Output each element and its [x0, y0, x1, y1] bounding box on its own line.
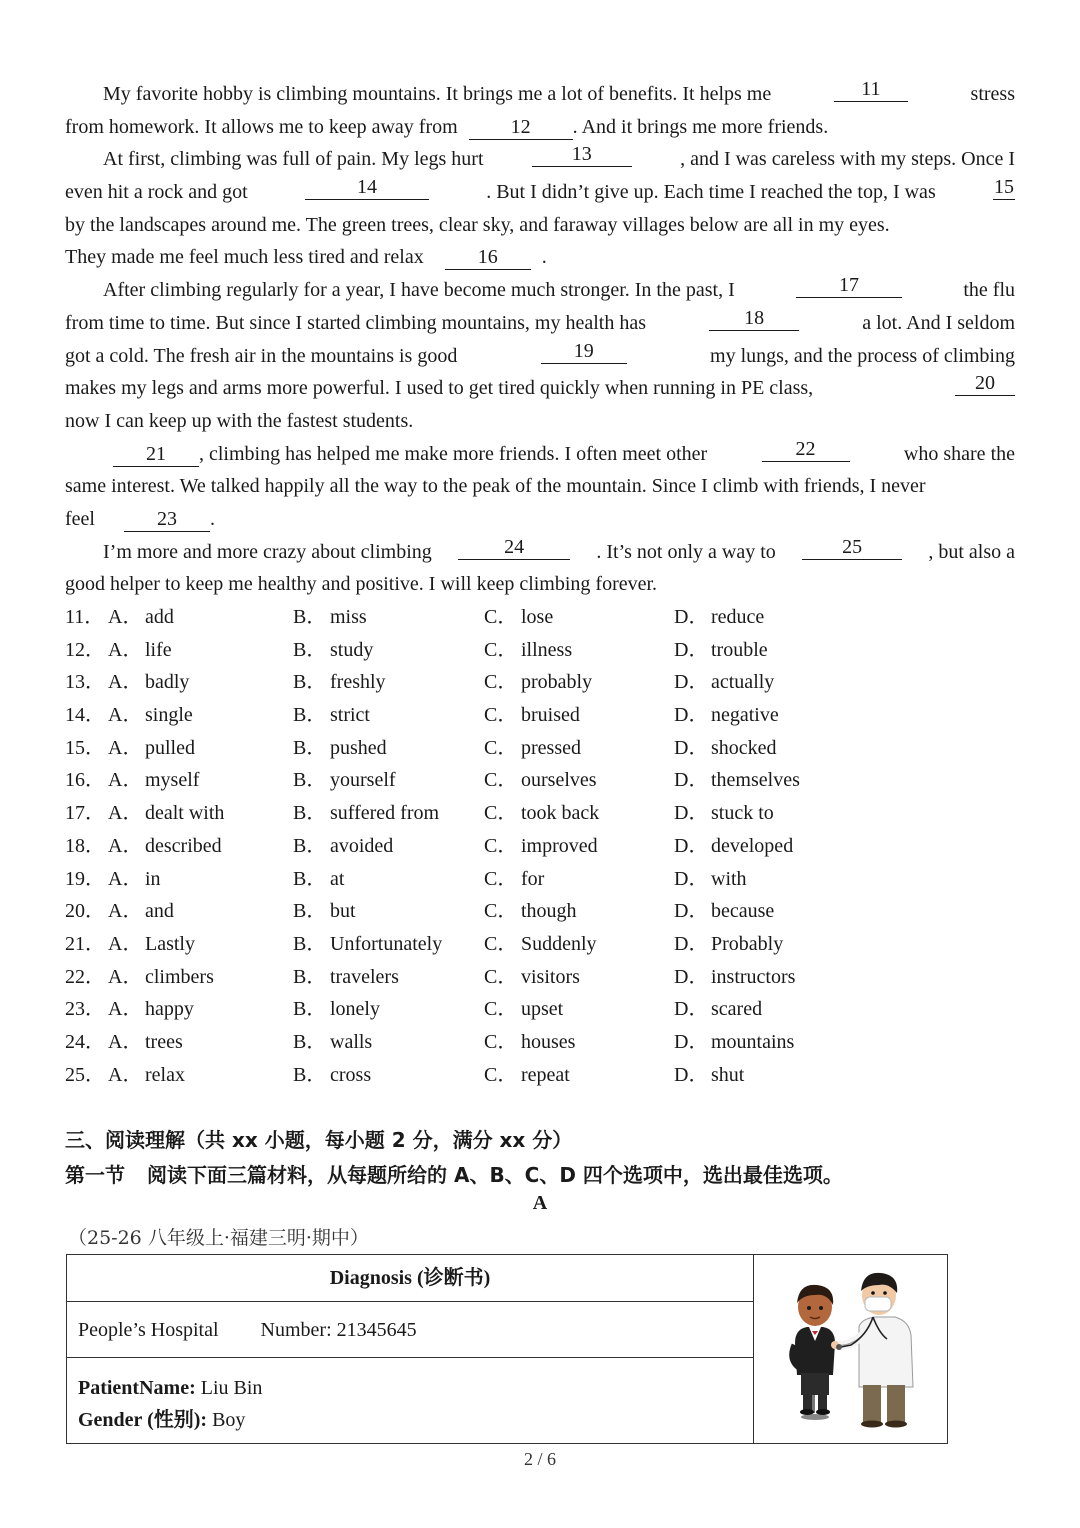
passage-line: got a cold. The fresh air in the mountains is good 19 my lungs, and the process of climbing	[65, 339, 1015, 367]
option-text: relax	[145, 1063, 185, 1086]
option-letter: B．	[293, 932, 327, 955]
option-text: for	[521, 867, 545, 890]
option-d	[674, 764, 800, 797]
option-text: themselves	[711, 769, 800, 792]
option-text: repeat	[521, 1063, 570, 1086]
option-b	[293, 732, 387, 765]
question-number: 11．	[65, 606, 105, 628]
source-note: （25-26 八年级上·福建三明·期中）	[68, 1227, 369, 1249]
option-letter: B．	[293, 965, 327, 988]
option-letter: B．	[293, 638, 327, 661]
passage-line: 21 , climbing has helped me make more friends. I often meet other 22 who share the	[65, 438, 1015, 471]
option-text: though	[521, 900, 577, 923]
option-b	[293, 634, 373, 667]
passage-line: from time to time. But since I started climbing mountains, my health has 18 a lot. And I seldom	[65, 306, 1015, 334]
section-instruction: 第一节 阅读下面三篇材料，从每题所给的 A、B、C、D 四个选项中，选出最佳选项。	[65, 1163, 843, 1187]
option-c	[484, 830, 598, 863]
option-text: instructors	[711, 965, 796, 988]
page-number: 2 / 6	[523, 1449, 556, 1469]
option-a	[108, 601, 174, 634]
option-b	[293, 928, 442, 961]
option-a	[108, 1059, 185, 1092]
option-text: took back	[521, 802, 600, 825]
option-letter: D．	[674, 638, 709, 661]
option-a	[108, 895, 174, 928]
option-text: and	[145, 900, 174, 923]
question-number: 19．	[65, 867, 105, 890]
option-letter: B．	[293, 900, 327, 923]
option-d	[674, 863, 747, 896]
option-text: strict	[330, 704, 370, 727]
option-text: in	[145, 867, 161, 890]
option-letter: D．	[674, 671, 709, 694]
option-text: illness	[521, 638, 573, 661]
option-c	[484, 993, 563, 1026]
option-d	[674, 993, 762, 1026]
option-text: Lastly	[145, 932, 195, 955]
option-b	[293, 666, 386, 699]
option-letter: A．	[108, 932, 143, 955]
option-text: but	[330, 900, 356, 923]
option-letter: C．	[484, 867, 518, 890]
option-row	[65, 895, 965, 928]
option-a	[108, 863, 161, 896]
blank-13: 13	[532, 143, 632, 167]
option-text: trouble	[711, 638, 768, 661]
hospital-row	[67, 1302, 753, 1358]
option-text: myself	[145, 769, 200, 792]
option-text: climbers	[145, 965, 214, 988]
option-row	[65, 961, 965, 994]
section-title: 三、阅读理解（共 xx 小题，每小题 2 分，满分 xx 分）	[65, 1128, 573, 1152]
option-letter: C．	[484, 704, 518, 727]
option-letter: B．	[293, 606, 327, 628]
option-letter: A．	[108, 671, 143, 694]
blank-22: 22	[762, 438, 850, 462]
option-d	[674, 928, 783, 961]
passage-line: same interest. We talked happily all the way to the peak of the mountain. Since I climb with friends, I never	[65, 475, 926, 498]
option-a	[108, 699, 193, 732]
option-d	[674, 961, 795, 994]
option-b	[293, 699, 370, 732]
option-text: yourself	[330, 769, 396, 792]
option-d	[674, 666, 774, 699]
option-letter: A．	[108, 1030, 143, 1053]
option-text: reduce	[711, 606, 765, 628]
diagnosis-title: Diagnosis (诊断书)	[67, 1255, 753, 1302]
option-c	[484, 764, 597, 797]
option-letter: A．	[108, 638, 143, 661]
option-text: with	[711, 867, 747, 890]
option-a	[108, 764, 199, 797]
option-b	[293, 993, 380, 1026]
blank-18: 18	[709, 307, 799, 331]
passage-line: by the landscapes around me. The green trees, clear sky, and faraway villages below are all in my eyes.	[65, 213, 890, 236]
option-letter: C．	[484, 900, 518, 923]
blank-15: 15	[993, 176, 1014, 199]
option-b	[293, 797, 439, 830]
option-text: walls	[330, 1030, 373, 1053]
option-letter: B．	[293, 998, 327, 1021]
doctor-patient-illustration	[755, 1255, 946, 1442]
option-c	[484, 928, 597, 961]
option-row	[65, 928, 965, 961]
option-text: cross	[330, 1063, 372, 1086]
option-letter: C．	[484, 834, 518, 857]
option-text: suffered from	[330, 802, 440, 825]
option-letter: A．	[108, 1063, 143, 1086]
passage-line: They made me feel much less tired and relax 16 .	[65, 246, 547, 269]
option-a	[108, 634, 172, 667]
option-letter: C．	[484, 802, 518, 825]
option-text: negative	[711, 704, 779, 727]
question-number: 17．	[65, 802, 105, 825]
option-text: study	[330, 638, 374, 661]
option-text: bruised	[521, 704, 580, 727]
blank-24: 24	[458, 536, 570, 560]
option-text: pressed	[521, 736, 581, 759]
option-text: shocked	[711, 736, 777, 759]
option-row	[65, 830, 965, 863]
option-text: miss	[330, 606, 367, 628]
option-b	[293, 1059, 371, 1092]
option-letter: D．	[674, 834, 709, 857]
option-text: ourselves	[521, 769, 597, 792]
option-d	[674, 699, 779, 732]
question-number: 16．	[65, 769, 105, 792]
option-c	[484, 863, 544, 896]
option-letter: D．	[674, 802, 709, 825]
option-text: upset	[521, 998, 564, 1021]
question-number: 21．	[65, 932, 105, 955]
option-a	[108, 961, 214, 994]
passage-line: feel 23 .	[65, 507, 215, 530]
option-b	[293, 1026, 372, 1059]
option-c	[484, 1026, 575, 1059]
passage-line: good helper to keep me healthy and positive. I will keep climbing forever.	[65, 573, 658, 596]
patient-info	[67, 1358, 753, 1442]
option-row	[65, 732, 965, 765]
option-letter: A．	[108, 998, 143, 1021]
option-c	[484, 634, 572, 667]
passage-line: from homework. It allows me to keep away from 12 . And it brings me more friends.	[65, 115, 829, 138]
option-text: Unfortunately	[330, 932, 443, 955]
passage-line: even hit a rock and got 14 . But I didn’t give up. Each time I reached the top, I was 15	[65, 176, 1014, 204]
question-number: 20．	[65, 900, 105, 923]
option-text: trees	[145, 1030, 183, 1053]
option-letter: D．	[674, 932, 709, 955]
option-letter: A．	[108, 867, 143, 890]
option-a	[108, 830, 222, 863]
option-letter: A．	[108, 965, 143, 988]
option-a	[108, 1026, 183, 1059]
passage-line: At first, climbing was full of pain. My legs hurt 13 , and I was careless with my steps. Once I	[103, 143, 1015, 171]
option-c	[484, 732, 581, 765]
option-letter: C．	[484, 1063, 518, 1086]
option-text: lose	[521, 606, 554, 628]
option-letter: A．	[108, 769, 143, 792]
option-letter: D．	[674, 736, 709, 759]
option-letter: D．	[674, 769, 709, 792]
option-row	[65, 666, 965, 699]
question-number: 18．	[65, 834, 105, 857]
option-letter: C．	[484, 932, 518, 955]
option-letter: D．	[674, 965, 709, 988]
option-text: happy	[145, 998, 194, 1021]
option-letter: B．	[293, 834, 327, 857]
option-letter: C．	[484, 1030, 518, 1053]
option-d	[674, 1059, 744, 1092]
passage-line: makes my legs and arms more powerful. I used to get tired quickly when running in PE class, 20	[65, 372, 1015, 405]
option-b	[293, 764, 396, 797]
passage-line: I’m more and more crazy about climbing 24 . It’s not only a way to 25 , but also a	[103, 535, 1015, 563]
option-text: single	[145, 704, 193, 727]
option-letter: D．	[674, 1063, 709, 1086]
option-text: add	[145, 606, 174, 628]
option-letter: A．	[108, 802, 143, 825]
option-letter: A．	[108, 606, 143, 628]
option-a	[108, 797, 224, 830]
option-letter: B．	[293, 769, 327, 792]
passage-line: My favorite hobby is climbing mountains. It brings me a lot of benefits. It helps me 11 stress	[103, 78, 1015, 105]
option-row	[65, 797, 965, 830]
cloze-passage	[65, 78, 1015, 601]
question-number: 12．	[65, 638, 105, 661]
option-letter: D．	[674, 606, 709, 628]
option-text: houses	[521, 1030, 576, 1053]
option-text: mountains	[711, 1030, 795, 1053]
option-text: freshly	[330, 671, 386, 694]
option-letter: C．	[484, 998, 518, 1021]
option-text: Probably	[711, 932, 784, 955]
option-text: badly	[145, 671, 190, 694]
option-row	[65, 1059, 965, 1092]
option-text: improved	[521, 834, 598, 857]
option-a	[108, 732, 195, 765]
option-letter: C．	[484, 671, 518, 694]
option-text: lonely	[330, 998, 380, 1021]
option-letter: C．	[484, 606, 518, 628]
option-c	[484, 1059, 570, 1092]
doctor-patient-image	[755, 1255, 946, 1442]
question-number: 13．	[65, 671, 105, 694]
option-letter: D．	[674, 1030, 709, 1053]
option-letter: C．	[484, 965, 518, 988]
option-text: Suddenly	[521, 932, 597, 955]
option-d	[674, 895, 774, 928]
blank-17: 17	[796, 274, 902, 298]
option-d	[674, 634, 768, 667]
option-letter: A．	[108, 704, 143, 727]
option-b	[293, 863, 344, 896]
option-letter: C．	[484, 769, 518, 792]
option-row	[65, 699, 965, 732]
option-letter: D．	[674, 867, 709, 890]
option-b	[293, 961, 399, 994]
blank-16: 16	[445, 246, 531, 270]
option-text: developed	[711, 834, 794, 857]
option-text: shut	[711, 1063, 745, 1086]
blank-25: 25	[802, 536, 902, 560]
option-letter: B．	[293, 867, 327, 890]
option-text: dealt with	[145, 802, 225, 825]
option-a	[108, 993, 194, 1026]
option-text: life	[145, 638, 172, 661]
option-text: pushed	[330, 736, 387, 759]
passage-letter: A	[532, 1192, 548, 1214]
option-letter: B．	[293, 671, 327, 694]
option-d	[674, 732, 777, 765]
question-number: 15．	[65, 736, 105, 759]
blank-12: 12	[469, 116, 573, 140]
diagnosis-table	[66, 1254, 948, 1444]
option-letter: A．	[108, 834, 143, 857]
option-row	[65, 863, 965, 896]
option-a	[108, 928, 195, 961]
blank-21: 21	[113, 443, 199, 467]
option-letter: C．	[484, 638, 518, 661]
option-text: at	[330, 867, 345, 890]
option-d	[674, 1026, 794, 1059]
option-letter: B．	[293, 736, 327, 759]
option-a	[108, 666, 189, 699]
option-letter: C．	[484, 736, 518, 759]
blank-19: 19	[541, 340, 627, 364]
question-number: 14．	[65, 704, 105, 727]
option-c	[484, 601, 553, 634]
option-text: avoided	[330, 834, 394, 857]
option-d	[674, 797, 774, 830]
option-letter: D．	[674, 998, 709, 1021]
option-letter: B．	[293, 802, 327, 825]
option-text: because	[711, 900, 775, 923]
option-d	[674, 830, 793, 863]
option-c	[484, 666, 592, 699]
option-b	[293, 601, 367, 634]
option-text: pulled	[145, 736, 195, 759]
option-letter: B．	[293, 1063, 327, 1086]
option-d	[674, 601, 764, 634]
option-b	[293, 830, 393, 863]
option-row	[65, 601, 965, 634]
passage-line: After climbing regularly for a year, I have become much stronger. In the past, I 17 the flu	[103, 274, 1015, 302]
blank-20: 20	[955, 372, 1015, 396]
question-number: 23．	[65, 998, 105, 1021]
question-number: 22．	[65, 965, 105, 988]
option-text: travelers	[330, 965, 399, 988]
option-row	[65, 993, 965, 1026]
option-letter: B．	[293, 704, 327, 727]
option-text: probably	[521, 671, 593, 694]
diagnosis-number: Number: 21345645	[260, 1319, 417, 1341]
option-text: actually	[711, 671, 775, 694]
option-row	[65, 634, 965, 667]
option-c	[484, 699, 580, 732]
option-letter: A．	[108, 736, 143, 759]
option-letter: B．	[293, 1030, 327, 1053]
gender-row: Gender (性别): Boy	[78, 1409, 246, 1431]
option-row	[65, 764, 965, 797]
answer-options	[65, 601, 965, 1091]
option-b	[293, 895, 356, 928]
option-c	[484, 895, 577, 928]
option-letter: D．	[674, 900, 709, 923]
question-number: 24．	[65, 1030, 105, 1053]
option-row	[65, 1026, 965, 1059]
blank-11: 11	[834, 78, 908, 102]
option-text: stuck to	[711, 802, 774, 825]
option-letter: A．	[108, 900, 143, 923]
option-c	[484, 797, 599, 830]
passage-line: now I can keep up with the fastest students.	[65, 409, 414, 432]
patient-name-row: PatientName: Liu Bin	[78, 1377, 263, 1399]
option-c	[484, 961, 580, 994]
question-number: 25．	[65, 1063, 105, 1086]
option-letter: D．	[674, 704, 709, 727]
option-text: described	[145, 834, 222, 857]
option-text: visitors	[521, 965, 580, 988]
blank-23: 23	[124, 508, 210, 532]
blank-14: 14	[305, 176, 429, 200]
option-text: scared	[711, 998, 763, 1021]
hospital-name: People’s Hospital	[78, 1319, 219, 1341]
